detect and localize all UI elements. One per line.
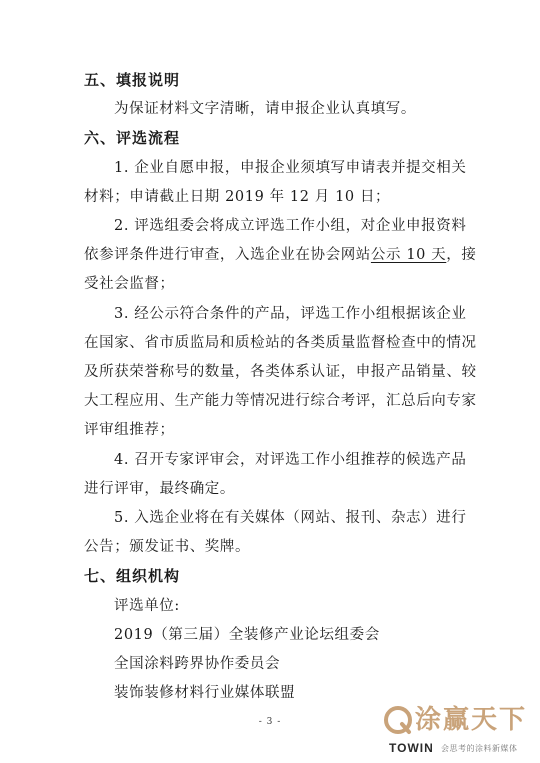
logo-name-cn: 涂赢天下 (415, 705, 528, 735)
item3-line4: 大工程应用、生产能力等情况进行综合考评，汇总后向专家 (84, 393, 477, 409)
section6-heading: 六、评选流程 (84, 129, 181, 147)
section5-body: 为保证材料文字清晰，请申报企业认真填写。 (114, 101, 416, 117)
publicity-period: 公示 10 天 (370, 247, 447, 263)
item2-line2-tail: ，接 (446, 247, 477, 263)
logo-name-en: TOWIN (389, 741, 434, 755)
item5-line2: 公告；颁发证书、奖牌。 (84, 539, 251, 555)
item3-line1: 3. 经公示符合条件的产品，评选工作小组根据该企业 (114, 306, 467, 322)
item2-line2-text: 依参评条件进行审查，入选企业在协会网站 (84, 247, 371, 263)
org-item-1: 2019（第三届）全装修产业论坛组委会 (114, 627, 380, 643)
item1-line1: 1. 企业自愿申报，申报企业须填写申请表并提交相关 (114, 160, 467, 176)
watermark-logo (383, 703, 533, 761)
logo-slogan: 会思考的涂料新媒体 (441, 744, 518, 753)
item3-line3: 及所获荣誉称号的数量，各类体系认证，申报产品销量、较 (84, 364, 477, 380)
section7-heading: 七、组织机构 (84, 567, 181, 585)
item1-line2: 材料；申请截止日期 2019 年 12 月 10 日； (84, 189, 391, 205)
logo-mark-icon (383, 705, 413, 735)
item4-line2: 进行评审，最终确定。 (84, 481, 235, 497)
org-item-2: 全国涂料跨界协作委员会 (114, 656, 281, 672)
item3-line5: 评审组推荐； (84, 422, 175, 438)
org-item-3: 装饰装修材料行业媒体联盟 (114, 685, 296, 701)
item2-line3: 受社会监督； (84, 276, 175, 292)
item5-line1: 5. 入选企业将在有关媒体（网站、报刊、杂志）进行 (114, 510, 467, 526)
item3-line2: 在国家、省市质监局和质检站的各类质量监督检查中的情况 (84, 335, 477, 351)
page-number: - 3 - (258, 717, 282, 727)
item2-line1: 2. 评选组委会将成立评选工作小组，对企业申报资料 (114, 218, 467, 234)
item2-line2 (84, 245, 540, 265)
section5-heading: 五、填报说明 (84, 71, 181, 89)
item4-line1: 4. 召开专家评审会，对评选工作小组推荐的候选产品 (114, 452, 467, 468)
section7-label: 评选单位: (114, 598, 180, 614)
